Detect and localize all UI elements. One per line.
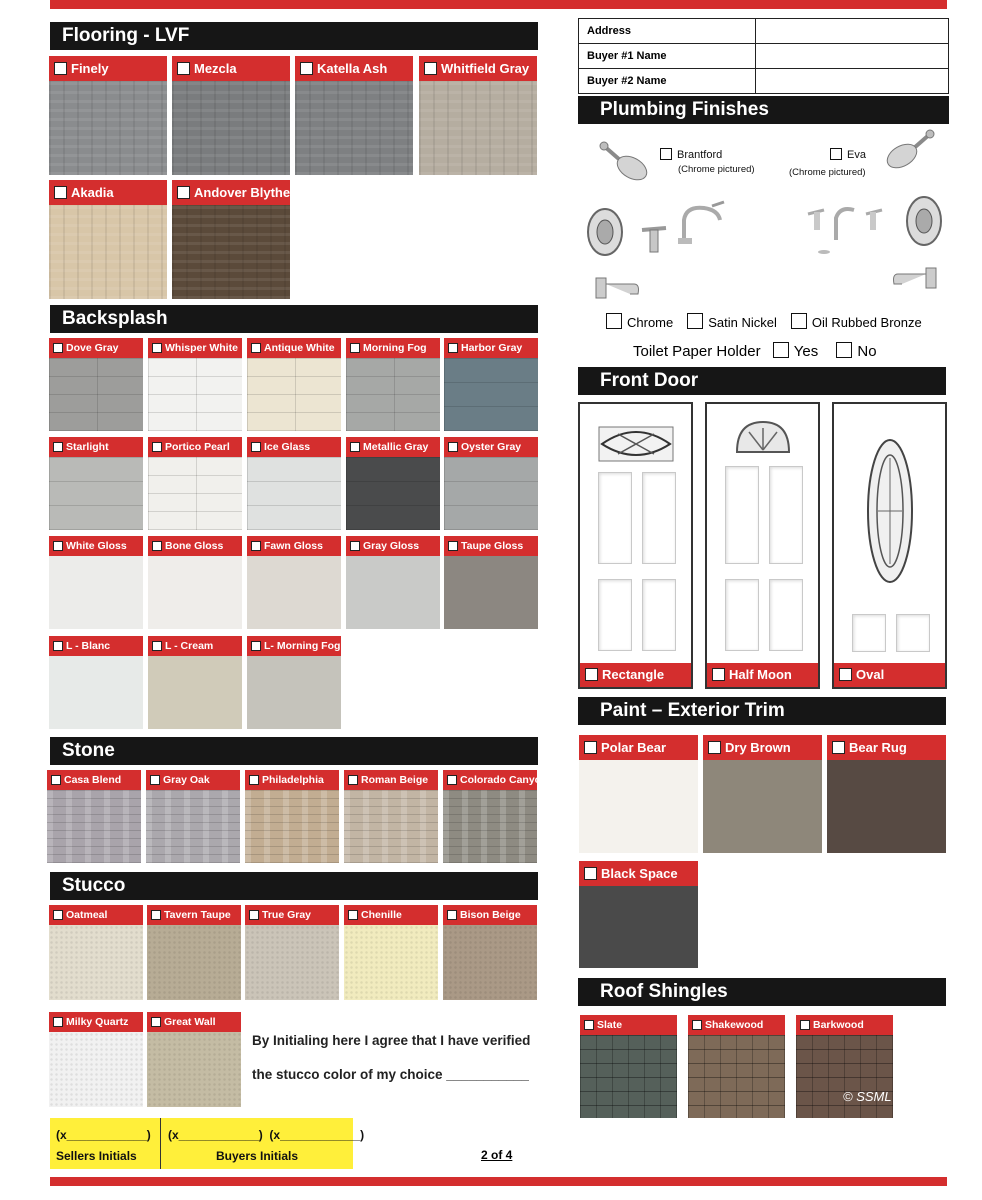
swatch-sample bbox=[295, 81, 413, 175]
swatch-label: Katella Ash bbox=[295, 56, 413, 81]
swatch-checkbox[interactable] bbox=[152, 541, 162, 551]
swatch-sample bbox=[172, 205, 290, 299]
toilet-paper-holder-row bbox=[633, 342, 877, 360]
swatch-checkbox[interactable] bbox=[424, 62, 437, 75]
swatch-taupe-gloss[interactable] bbox=[444, 536, 538, 629]
swatch-label: Antique White bbox=[247, 338, 341, 358]
swatch-tavern-taupe[interactable] bbox=[147, 905, 241, 1000]
buyers-initials-label: Buyers Initials bbox=[216, 1149, 299, 1163]
swatch-label: Slate bbox=[580, 1015, 677, 1035]
swatch-checkbox[interactable] bbox=[54, 62, 67, 75]
swatch-l-blanc[interactable] bbox=[49, 636, 143, 729]
swatch-checkbox[interactable] bbox=[584, 867, 597, 880]
swatch-checkbox[interactable] bbox=[249, 775, 259, 785]
swatch-label: Bone Gloss bbox=[148, 536, 242, 556]
finish-option-chrome[interactable] bbox=[606, 315, 673, 330]
swatch-casa-blend[interactable] bbox=[47, 770, 141, 863]
eva-checkbox[interactable] bbox=[830, 148, 842, 160]
swatch-sample bbox=[146, 790, 240, 863]
stucco-agreement-line-2: the stucco color of my choice ___________ bbox=[252, 1067, 529, 1082]
door-panel bbox=[598, 579, 632, 651]
swatch-gray-gloss[interactable] bbox=[346, 536, 440, 629]
swatch-label: Finely bbox=[49, 56, 167, 81]
swatch-checkbox[interactable] bbox=[53, 442, 63, 452]
swatch-sample bbox=[346, 457, 440, 530]
paint-header: Paint – Exterior Trim bbox=[578, 697, 946, 725]
swatch-finely[interactable] bbox=[49, 56, 167, 175]
swatch-label: Tavern Taupe bbox=[147, 905, 241, 925]
swatch-checkbox[interactable] bbox=[350, 442, 360, 452]
swatch-label: Oatmeal bbox=[49, 905, 143, 925]
swatch-l-cream[interactable] bbox=[148, 636, 242, 729]
swatch-sample bbox=[247, 358, 341, 431]
swatch-label: Dry Brown bbox=[703, 735, 822, 760]
swatch-sample bbox=[47, 790, 141, 863]
swatch-checkbox[interactable] bbox=[447, 910, 457, 920]
address-field[interactable] bbox=[756, 19, 949, 44]
backsplash-header: Backsplash bbox=[50, 305, 538, 333]
swatch-dove-gray[interactable] bbox=[49, 338, 143, 431]
swatch-harbor-gray[interactable] bbox=[444, 338, 538, 431]
swatch-label: Gray Gloss bbox=[346, 536, 440, 556]
swatch-roman-beige[interactable] bbox=[344, 770, 438, 863]
finish-label: Satin Nickel bbox=[708, 315, 777, 330]
swatch-checkbox[interactable] bbox=[251, 343, 261, 353]
page-number: 2 of 4 bbox=[481, 1148, 513, 1162]
swatch-sample bbox=[419, 81, 537, 175]
door-checkbox[interactable] bbox=[712, 668, 725, 681]
swatch-label: L - Cream bbox=[148, 636, 242, 656]
swatch-checkbox[interactable] bbox=[53, 910, 63, 920]
swatch-label: Ice Glass bbox=[247, 437, 341, 457]
swatch-label: Bear Rug bbox=[827, 735, 946, 760]
swatch-label: Harbor Gray bbox=[444, 338, 538, 358]
stucco-agreement-line-1: By Initialing here I agree that I have verified bbox=[252, 1033, 531, 1048]
swatch-bone-gloss[interactable] bbox=[148, 536, 242, 629]
swatch-great-wall[interactable] bbox=[147, 1012, 241, 1107]
swatch-sample bbox=[443, 925, 537, 1000]
tp-yes-label: Yes bbox=[793, 343, 819, 360]
swatch-milky-quartz[interactable] bbox=[49, 1012, 143, 1107]
swatch-sample bbox=[346, 358, 440, 431]
swatch-sample bbox=[579, 760, 698, 853]
swatch-morning-fog[interactable] bbox=[346, 338, 440, 431]
swatch-sample bbox=[247, 556, 341, 629]
address-label: Address bbox=[579, 19, 756, 44]
swatch-checkbox[interactable] bbox=[53, 641, 63, 651]
swatch-label: Starlight bbox=[49, 437, 143, 457]
shower-valve-icon bbox=[585, 207, 625, 257]
finish-checkbox[interactable] bbox=[606, 313, 622, 329]
swatch-checkbox[interactable] bbox=[177, 62, 190, 75]
door-panel bbox=[598, 472, 632, 564]
brantford-label: Brantford bbox=[677, 149, 723, 161]
swatch-label: Polar Bear bbox=[579, 735, 698, 760]
swatch-sample bbox=[580, 1035, 677, 1118]
swatch-whisper-white[interactable] bbox=[148, 338, 242, 431]
finish-label: Chrome bbox=[627, 315, 674, 330]
finish-option-oil-rubbed-bronze[interactable] bbox=[791, 315, 922, 330]
swatch-checkbox[interactable] bbox=[708, 741, 721, 754]
swatch-sample bbox=[688, 1035, 785, 1118]
swatch-bear-rug[interactable] bbox=[827, 735, 946, 853]
swatch-sample bbox=[346, 556, 440, 629]
swatch-ice-glass[interactable] bbox=[247, 437, 341, 530]
swatch-checkbox[interactable] bbox=[151, 1017, 161, 1027]
swatch-checkbox[interactable] bbox=[53, 343, 63, 353]
swatch-label: L - Blanc bbox=[49, 636, 143, 656]
swatch-sample bbox=[49, 1032, 143, 1107]
swatch-checkbox[interactable] bbox=[150, 775, 160, 785]
swatch-sample bbox=[49, 205, 167, 299]
swatch-sample bbox=[827, 760, 946, 853]
door-panel bbox=[852, 614, 886, 652]
buyer1-field[interactable] bbox=[756, 44, 949, 69]
initials-box bbox=[50, 1118, 365, 1169]
initials-divider bbox=[160, 1118, 161, 1169]
buyer1-label: Buyer #1 Name bbox=[579, 44, 756, 69]
swatch-sample bbox=[49, 556, 143, 629]
swatch-checkbox[interactable] bbox=[177, 186, 190, 199]
swatch-chenille[interactable] bbox=[344, 905, 438, 1000]
swatch-checkbox[interactable] bbox=[53, 1017, 63, 1027]
buyer-info-table bbox=[578, 18, 949, 94]
swatch-label: L- Morning Fog bbox=[247, 636, 341, 656]
eva-note: (Chrome pictured) bbox=[789, 167, 866, 178]
swatch-starlight[interactable] bbox=[49, 437, 143, 530]
swatch-label: Akadia bbox=[49, 180, 167, 205]
swatch-checkbox[interactable] bbox=[350, 343, 360, 353]
tub-spout-icon bbox=[890, 264, 938, 294]
roof-header: Roof Shingles bbox=[578, 978, 946, 1006]
swatch-sample bbox=[443, 790, 537, 863]
swatch-label: Chenille bbox=[344, 905, 438, 925]
buyer2-field[interactable] bbox=[756, 69, 949, 94]
swatch-label: Great Wall bbox=[147, 1012, 241, 1032]
swatch-checkbox[interactable] bbox=[51, 775, 61, 785]
swatch-sample bbox=[579, 886, 698, 968]
swatch-checkbox[interactable] bbox=[251, 541, 261, 551]
swatch-colorado-canyon[interactable] bbox=[443, 770, 548, 863]
swatch-checkbox[interactable] bbox=[151, 910, 161, 920]
swatch-portico-pearl[interactable] bbox=[148, 437, 242, 530]
swatch-checkbox[interactable] bbox=[53, 541, 63, 551]
door-panel bbox=[642, 579, 676, 651]
swatch-checkbox[interactable] bbox=[152, 641, 162, 651]
swatch-label: Milky Quartz bbox=[49, 1012, 143, 1032]
swatch-label: Colorado Canyon bbox=[443, 770, 537, 790]
buyer2-label: Buyer #2 Name bbox=[579, 69, 756, 94]
swatch-metallic-gray[interactable] bbox=[346, 437, 440, 530]
swatch-sample bbox=[148, 656, 242, 729]
swatch-checkbox[interactable] bbox=[448, 442, 458, 452]
front-door-header: Front Door bbox=[578, 367, 946, 395]
swatch-checkbox[interactable] bbox=[832, 741, 845, 754]
swatch-philadelphia[interactable] bbox=[245, 770, 339, 863]
swatch-label: White Gloss bbox=[49, 536, 143, 556]
swatch-checkbox[interactable] bbox=[448, 541, 458, 551]
door-option-oval[interactable] bbox=[832, 402, 947, 689]
swatch-sample bbox=[344, 790, 438, 863]
swatch-checkbox[interactable] bbox=[448, 343, 458, 353]
swatch-shakewood[interactable] bbox=[688, 1015, 785, 1118]
door-label: Rectangle bbox=[580, 663, 691, 687]
swatch-akadia[interactable] bbox=[49, 180, 167, 299]
swatch-checkbox[interactable] bbox=[584, 741, 597, 754]
swatch-l-morning-fog[interactable] bbox=[247, 636, 341, 729]
swatch-true-gray[interactable] bbox=[245, 905, 339, 1000]
swatch-label: Whisper White bbox=[148, 338, 242, 358]
swatch-sample bbox=[49, 358, 143, 431]
swatch-antique-white[interactable] bbox=[247, 338, 341, 431]
swatch-label: Casa Blend bbox=[47, 770, 141, 790]
swatch-sample bbox=[703, 760, 822, 853]
swatch-bison-beige[interactable] bbox=[443, 905, 537, 1000]
door-panel bbox=[642, 472, 676, 564]
swatch-label: Andover Blythe bbox=[172, 180, 290, 205]
door-label: Oval bbox=[834, 663, 945, 687]
door-glass-half-moon bbox=[735, 420, 791, 454]
swatch-label: True Gray bbox=[245, 905, 339, 925]
swatch-sample bbox=[344, 925, 438, 1000]
swatch-sample bbox=[245, 925, 339, 1000]
swatch-sample bbox=[796, 1035, 893, 1118]
door-panel bbox=[769, 466, 803, 564]
swatch-sample bbox=[147, 1032, 241, 1107]
swatch-oatmeal[interactable] bbox=[49, 905, 143, 1000]
stone-header: Stone bbox=[50, 737, 538, 765]
swatch-sample bbox=[148, 457, 242, 530]
door-panel bbox=[725, 466, 759, 564]
toilet-paper-holder-label: Toilet Paper Holder bbox=[633, 343, 761, 360]
swatch-checkbox[interactable] bbox=[300, 62, 313, 75]
swatch-sample bbox=[49, 457, 143, 530]
plumbing-finish-row bbox=[606, 313, 936, 330]
swatch-label: Morning Fog bbox=[346, 338, 440, 358]
door-glass-oval bbox=[866, 438, 914, 584]
swatch-label: Roman Beige bbox=[344, 770, 438, 790]
swatch-checkbox[interactable] bbox=[692, 1020, 702, 1030]
brantford-option[interactable] bbox=[660, 148, 722, 161]
swatch-checkbox[interactable] bbox=[249, 910, 259, 920]
swatch-katella-ash[interactable] bbox=[295, 56, 413, 175]
brantford-note: (Chrome pictured) bbox=[678, 164, 755, 175]
faucet-icon bbox=[800, 200, 890, 256]
swatch-sample bbox=[247, 457, 341, 530]
swatch-label: Mezcla bbox=[172, 56, 290, 81]
sellers-initials-line[interactable]: (x____________) bbox=[56, 1128, 151, 1142]
flooring-header: Flooring - LVF bbox=[50, 22, 538, 50]
door-panel bbox=[896, 614, 930, 652]
swatch-polar-bear[interactable] bbox=[579, 735, 698, 853]
swatch-label: Whitfield Gray bbox=[419, 56, 537, 81]
swatch-fawn-gloss[interactable] bbox=[247, 536, 341, 629]
sellers-initials-label: Sellers Initials bbox=[56, 1149, 137, 1163]
swatch-sample bbox=[49, 656, 143, 729]
top-red-bar bbox=[50, 0, 947, 9]
swatch-label: Dove Gray bbox=[49, 338, 143, 358]
swatch-checkbox[interactable] bbox=[348, 775, 358, 785]
faucet-handle-icon bbox=[638, 220, 670, 256]
finish-label: Oil Rubbed Bronze bbox=[811, 315, 922, 330]
swatch-checkbox[interactable] bbox=[152, 442, 162, 452]
swatch-label: Metallic Gray bbox=[346, 437, 440, 457]
swatch-checkbox[interactable] bbox=[251, 442, 261, 452]
swatch-sample bbox=[444, 358, 538, 431]
buyers-initials-line[interactable]: (x____________) (x____________) bbox=[168, 1128, 365, 1142]
swatch-gray-oak[interactable] bbox=[146, 770, 240, 863]
door-option-half-moon[interactable] bbox=[705, 402, 820, 689]
tub-spout-icon bbox=[594, 274, 642, 304]
showerhead-icon bbox=[880, 128, 936, 172]
swatch-label: Shakewood bbox=[688, 1015, 785, 1035]
stucco-header: Stucco bbox=[50, 872, 538, 900]
swatch-checkbox[interactable] bbox=[251, 641, 261, 651]
swatch-oyster-gray[interactable] bbox=[444, 437, 538, 530]
swatch-sample bbox=[49, 81, 167, 175]
swatch-sample bbox=[172, 81, 290, 175]
tp-no-checkbox[interactable] bbox=[836, 342, 852, 358]
finish-option-satin-nickel[interactable] bbox=[687, 315, 777, 330]
tp-no-label: No bbox=[857, 343, 877, 360]
swatch-dry-brown[interactable] bbox=[703, 735, 822, 853]
shower-valve-icon bbox=[904, 195, 944, 247]
plumbing-header: Plumbing Finishes bbox=[578, 96, 949, 124]
swatch-sample bbox=[49, 925, 143, 1000]
swatch-sample bbox=[444, 457, 538, 530]
brantford-checkbox[interactable] bbox=[660, 148, 672, 160]
swatch-label: Portico Pearl bbox=[148, 437, 242, 457]
swatch-sample bbox=[247, 656, 341, 729]
swatch-white-gloss[interactable] bbox=[49, 536, 143, 629]
swatch-sample bbox=[148, 556, 242, 629]
swatch-sample bbox=[245, 790, 339, 863]
swatch-sample bbox=[147, 925, 241, 1000]
swatch-black-space[interactable] bbox=[579, 861, 698, 968]
swatch-label: Fawn Gloss bbox=[247, 536, 341, 556]
door-option-rectangle[interactable] bbox=[578, 402, 693, 689]
swatch-checkbox[interactable] bbox=[584, 1020, 594, 1030]
swatch-label: Gray Oak bbox=[146, 770, 240, 790]
swatch-slate[interactable] bbox=[580, 1015, 677, 1118]
door-glass-rectangle bbox=[598, 426, 674, 462]
bottom-red-bar bbox=[50, 1177, 947, 1186]
swatch-label: Philadelphia bbox=[245, 770, 339, 790]
swatch-checkbox[interactable] bbox=[348, 910, 358, 920]
door-panel bbox=[725, 579, 759, 651]
tp-yes-checkbox[interactable] bbox=[773, 342, 789, 358]
swatch-checkbox[interactable] bbox=[152, 343, 162, 353]
door-label: Half Moon bbox=[707, 663, 818, 687]
swatch-checkbox[interactable] bbox=[447, 775, 457, 785]
swatch-whitfield-gray[interactable] bbox=[419, 56, 537, 175]
swatch-checkbox[interactable] bbox=[800, 1020, 810, 1030]
swatch-sample bbox=[444, 556, 538, 629]
swatch-sample bbox=[148, 358, 242, 431]
swatch-mezcla[interactable] bbox=[172, 56, 290, 175]
swatch-checkbox[interactable] bbox=[54, 186, 67, 199]
door-panel bbox=[769, 579, 803, 651]
eva-option[interactable] bbox=[830, 148, 866, 161]
watermark: © SSML bbox=[843, 1089, 892, 1104]
finish-checkbox[interactable] bbox=[791, 313, 807, 329]
swatch-checkbox[interactable] bbox=[350, 541, 360, 551]
swatch-label: Bison Beige bbox=[443, 905, 537, 925]
swatch-label: Barkwood bbox=[796, 1015, 893, 1035]
eva-label: Eva bbox=[847, 149, 866, 161]
showerhead-icon bbox=[598, 140, 654, 184]
finish-checkbox[interactable] bbox=[687, 313, 703, 329]
swatch-label: Oyster Gray bbox=[444, 437, 538, 457]
door-checkbox[interactable] bbox=[839, 668, 852, 681]
faucet-icon bbox=[674, 200, 728, 246]
swatch-andover-blythe[interactable] bbox=[172, 180, 290, 299]
swatch-label: Black Space bbox=[579, 861, 698, 886]
swatch-label: Taupe Gloss bbox=[444, 536, 538, 556]
door-checkbox[interactable] bbox=[585, 668, 598, 681]
